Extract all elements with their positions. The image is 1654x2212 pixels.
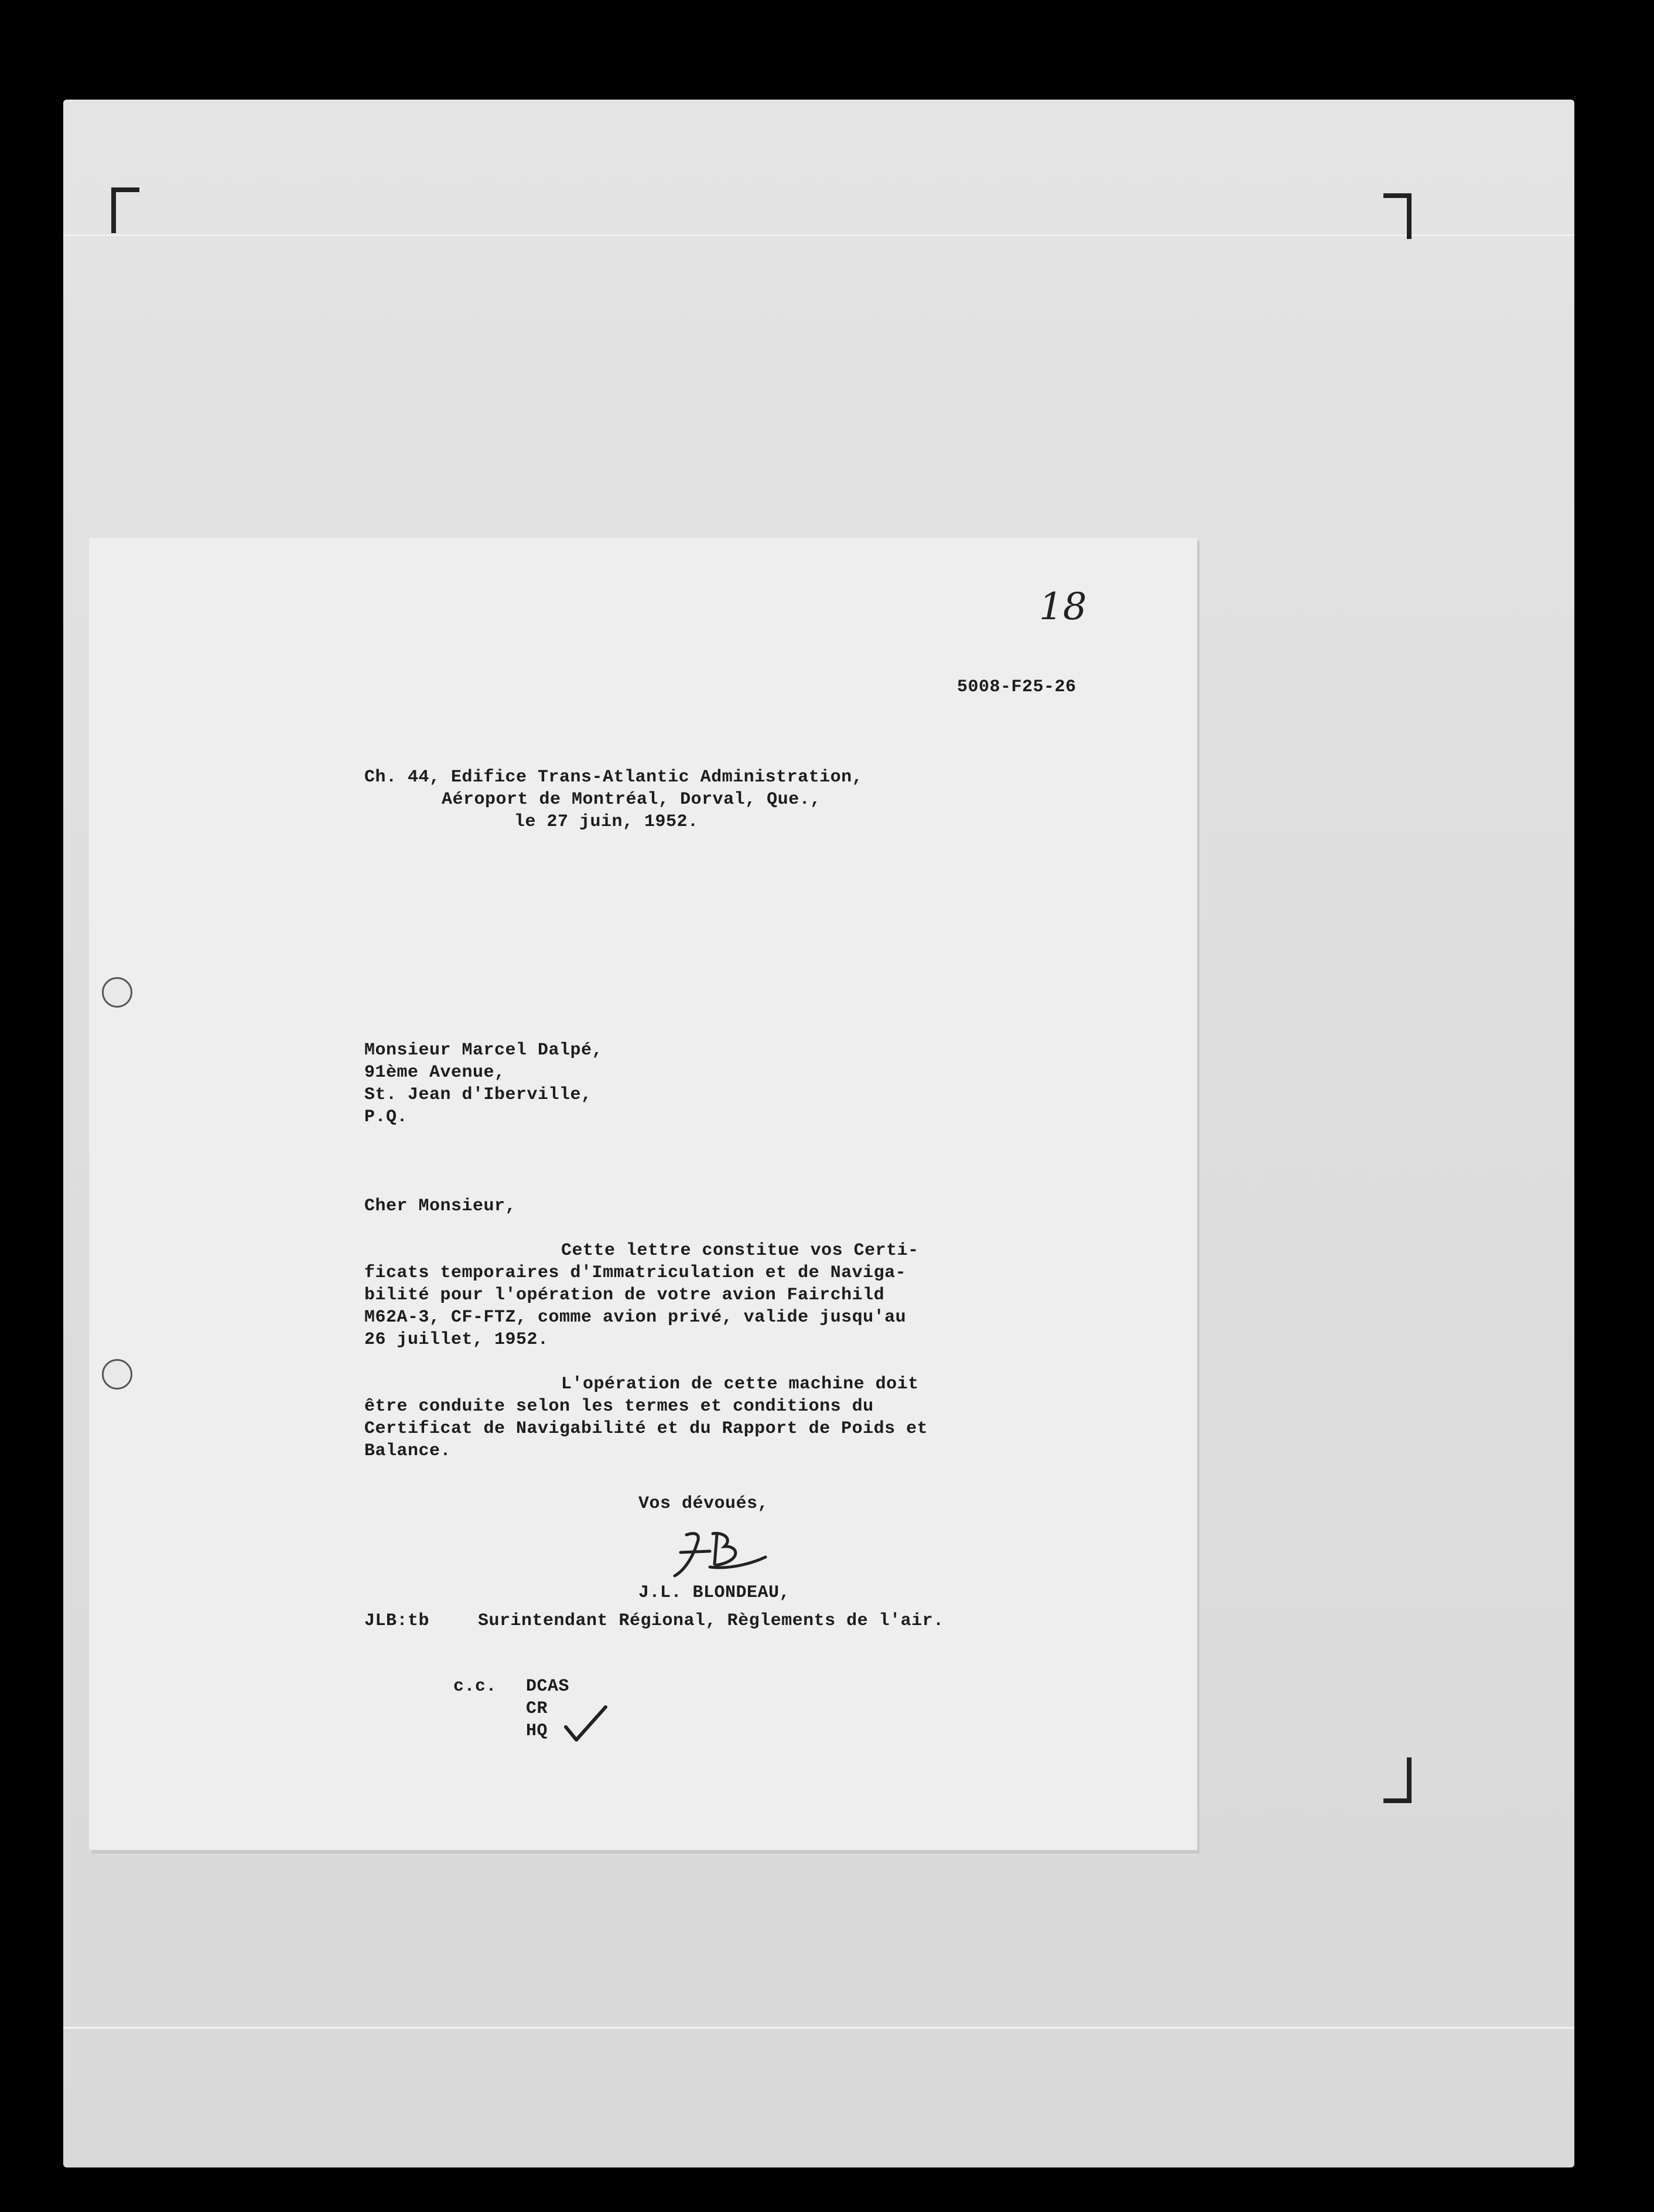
cc-item: HQ [526,1721,548,1741]
letter-date: le 27 juin, 1952. [514,812,699,832]
body-line: être conduite selon les termes et conditions du [364,1397,874,1416]
recipient-city: St. Jean d'Iberville, [364,1085,592,1105]
recipient-street: 91ème Avenue, [364,1063,505,1083]
punch-hole [102,977,132,1008]
body-line: Cette lettre constitue vos Certi- [561,1241,919,1261]
signer-name: J.L. BLONDEAU, [638,1583,791,1603]
page-number: 18 [1039,585,1087,629]
body-line: L'opération de cette machine doit [561,1374,919,1394]
crop-mark-top-right [1383,193,1412,239]
body-line: ficats temporaires d'Immatriculation et de Naviga- [364,1263,907,1283]
cc-label: c.c. [453,1677,497,1696]
letterhead-line2: Aéroport de Montréal, Dorval, Que., [442,790,821,810]
checkmark-icon [562,1704,609,1745]
body-line: M62A-3, CF-FTZ, comme avion privé, valide jusqu'au [364,1308,907,1327]
signer-title: Surintendant Régional, Règlements de l'air. [478,1611,944,1631]
crop-mark-bottom-right [1383,1757,1412,1803]
cc-item: DCAS [526,1677,570,1696]
recipient-name: Monsieur Marcel Dalpé, [364,1040,603,1060]
salutation: Cher Monsieur, [364,1196,517,1216]
punch-hole [102,1359,132,1390]
fold-line [63,2027,1574,2029]
letterhead-line1: Ch. 44, Edifice Trans-Atlantic Administration, [364,767,863,787]
body-line: bilité pour l'opération de votre avion Fairchild [364,1285,885,1305]
body-line: Balance. [364,1441,452,1461]
file-reference: 5008-F25-26 [957,677,1077,697]
letter-sheet [89,538,1197,1850]
recipient-province: P.Q. [364,1107,408,1127]
typist-initials: JLB:tb [364,1611,430,1631]
body-line: 26 juillet, 1952. [364,1330,549,1350]
cc-item: CR [526,1699,548,1719]
body-line: Certificat de Navigabilité et du Rapport de Poids et [364,1419,928,1439]
fold-line [63,234,1574,236]
closing: Vos dévoués, [638,1494,769,1514]
handwritten-signature [669,1529,768,1582]
crop-mark-top-left [111,187,139,233]
